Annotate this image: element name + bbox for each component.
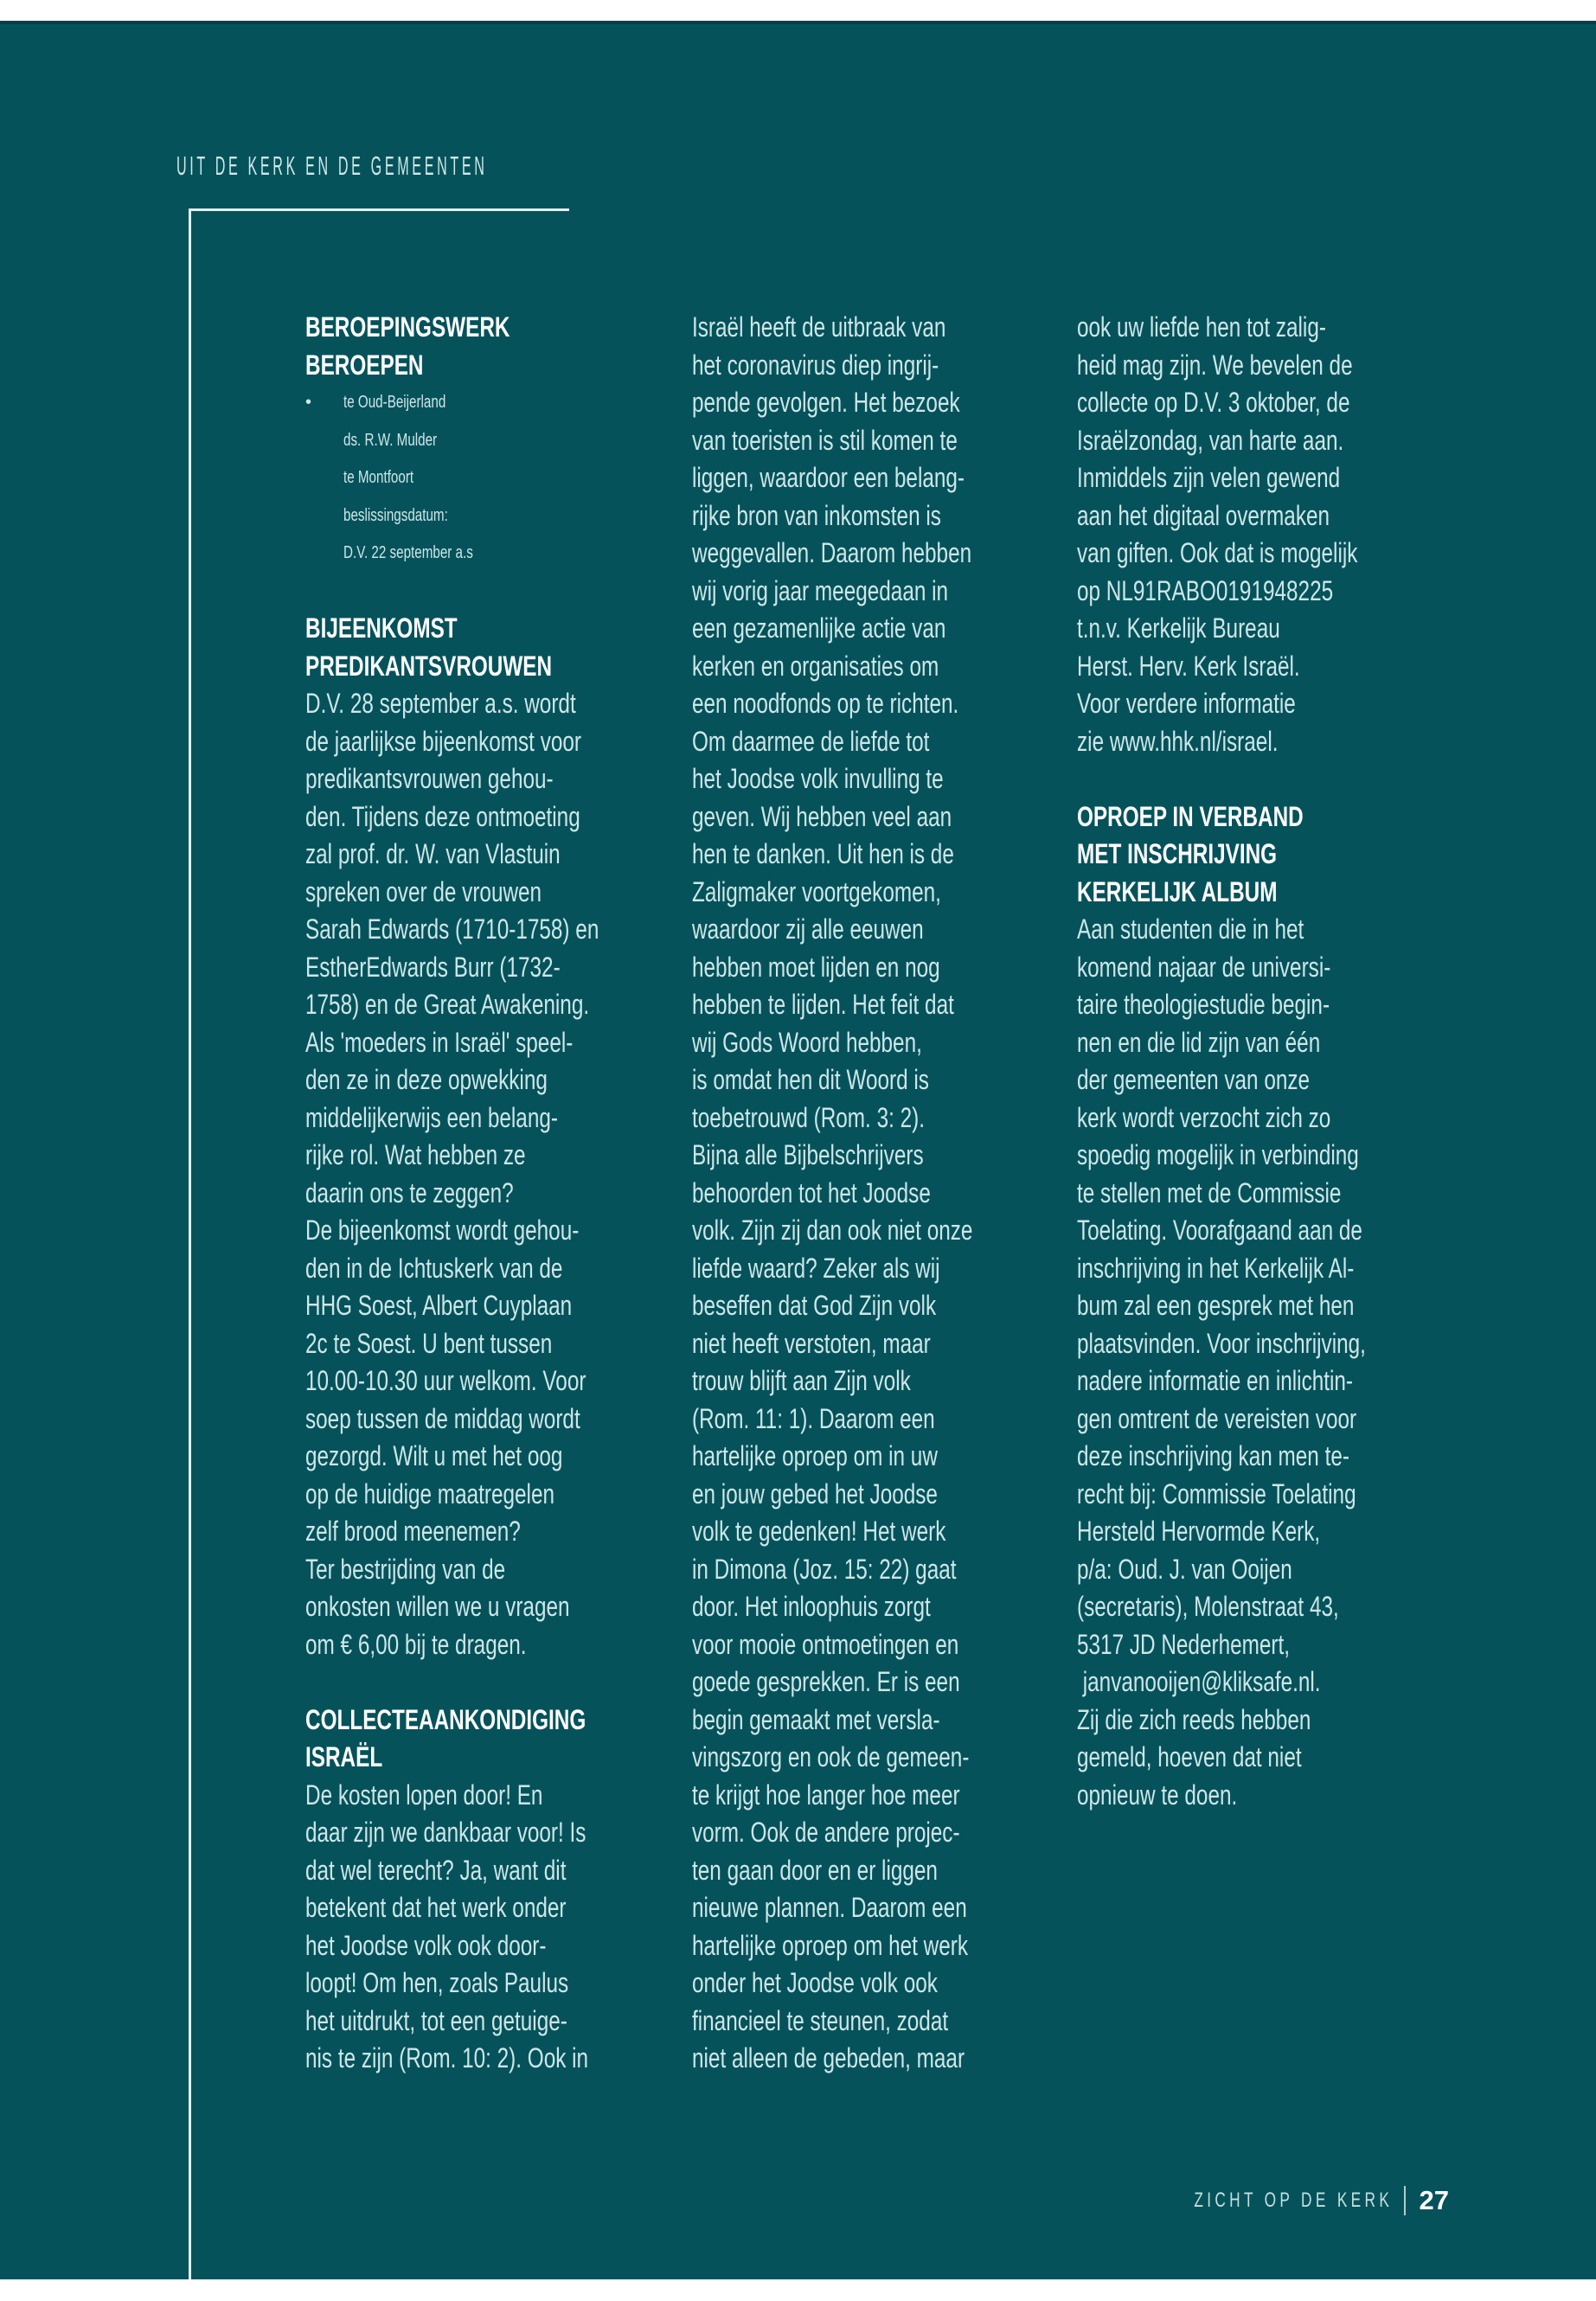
text-line: ten gaan door en er liggen: [692, 1854, 938, 1886]
frame-top-line: [189, 208, 569, 211]
text-line: (secretaris), Molenstraat 43,: [1077, 1591, 1339, 1622]
text-line: inschrijving in het Kerkelijk Al-: [1077, 1252, 1355, 1284]
text-line: van giften. Ook dat is mogelijk: [1077, 537, 1358, 568]
text-line: nieuwe plannen. Daarom een: [692, 1892, 967, 1923]
text-line: De bijeenkomst wordt gehou-: [305, 1215, 580, 1246]
text-line: waardoor zij alle eeuwen: [692, 913, 924, 945]
text-line: op de huidige maatregelen: [305, 1477, 555, 1509]
text-line: den in de Ichtuskerk van de: [305, 1252, 563, 1284]
text-line: D.V. 28 september a.s. wordt: [305, 688, 576, 719]
text-line: het Joodse volk invulling te: [692, 763, 944, 794]
text-line: wij vorig jaar meegedaan in: [692, 574, 949, 606]
footer-magazine-title: ZICHT OP DE KERK: [1194, 2189, 1394, 2212]
text-line: soep tussen de middag wordt: [305, 1402, 580, 1434]
text-line: EstherEdwards Burr (1732-: [305, 951, 561, 983]
text-line: gemeld, hoeven dat niet: [1077, 1741, 1302, 1772]
text-line: het coronavirus diep ingrij-: [692, 349, 939, 381]
text-line: taire theologiestudie begin-: [1077, 989, 1330, 1020]
text-line: vingszorg en ook de gemeen-: [692, 1741, 970, 1772]
text-line: nadere informatie en inlichtin-: [1077, 1365, 1354, 1396]
text-line: volk te gedenken! Het werk: [692, 1516, 946, 1547]
text-line: op NL91RABO0191948225: [1077, 574, 1334, 606]
text-line: COLLECTEAANKONDIGING: [305, 1703, 586, 1735]
paragraph: [1077, 309, 1449, 760]
text-line: liggen, waardoor een belang-: [692, 462, 965, 493]
text-line: spoedig mogelijk in verbinding: [1077, 1139, 1359, 1170]
text-line: beseffen dat God Zijn volk: [692, 1290, 937, 1321]
text-line: Als 'moeders in Israël' speel-: [305, 1026, 574, 1058]
text-line: aan het digitaal overmaken: [1077, 499, 1330, 531]
text-line: collecte op D.V. 3 oktober, de: [1077, 387, 1350, 418]
footer-page-number: 27: [1419, 2185, 1449, 2215]
text-line: der gemeenten van onze: [1077, 1064, 1311, 1095]
text-line: door. Het inloophuis zorgt: [692, 1591, 931, 1622]
text-line: spreken over de vrouwen: [305, 875, 542, 907]
text-line: Bijna alle Bijbelschrijvers: [692, 1139, 924, 1170]
text-line: ISRAËL: [305, 1741, 383, 1772]
text-line: ds. R.W. Mulder: [343, 430, 438, 450]
text-line: hebben te lijden. Het feit dat: [692, 989, 954, 1020]
text-line: hebben moet lijden en nog: [692, 951, 940, 983]
text-line: beslissingsdatum:: [343, 505, 448, 525]
text-line: Israël heeft de uitbraak van: [692, 311, 946, 343]
text-line: te Montfoort: [343, 468, 414, 487]
text-line: een noodfonds op te richten.: [692, 688, 959, 719]
text-line: te krijgt hoe langer hoe meer: [692, 1779, 960, 1811]
text-line: daarin ons te zeggen?: [305, 1176, 514, 1208]
bullet-item-text: [343, 384, 514, 573]
text-line: 2c te Soest. U bent tussen: [305, 1327, 553, 1359]
section-heading: [1077, 798, 1449, 912]
text-line: te Oud-Beijerland: [343, 393, 446, 412]
text-line: is omdat hen dit Woord is: [692, 1064, 929, 1095]
text-line: HHG Soest, Albert Cuyplaan: [305, 1290, 573, 1321]
text-line: volk. Zijn zij dan ook niet onze: [692, 1215, 973, 1246]
text-line: (Rom. 11: 1). Daarom een: [692, 1402, 935, 1434]
text-line: zie www.hhk.nl/israel.: [1077, 725, 1279, 757]
text-line: pende gevolgen. Het bezoek: [692, 387, 960, 418]
footer-divider: [1404, 2186, 1406, 2215]
paragraph: [305, 1777, 677, 2078]
text-line: Zaligmaker voortgekomen,: [692, 875, 941, 907]
text-line: onder het Joodse volk ook: [692, 1967, 938, 1998]
bullet-marker: •: [305, 393, 312, 412]
text-line: Herst. Herv. Kerk Israël.: [1077, 650, 1300, 682]
text-line: Inmiddels zijn velen gewend: [1077, 462, 1341, 493]
text-line: het uitdrukt, tot een getuige-: [305, 2004, 567, 2036]
text-line: Om daarmee de liefde tot: [692, 725, 930, 757]
text-column-3: [1077, 309, 1449, 1814]
page-footer: [1117, 2183, 1449, 2218]
text-line: middelijkerwijs een belang-: [305, 1101, 558, 1133]
text-line: recht bij: Commissie Toelating: [1077, 1477, 1356, 1509]
text-line: wij Gods Woord hebben,: [692, 1026, 922, 1058]
paragraph: [305, 685, 677, 1663]
text-line: nis te zijn (Rom. 10: 2). Ook in: [305, 2042, 589, 2073]
text-line: heid mag zijn. We bevelen de: [1077, 349, 1353, 381]
text-line: behoorden tot het Joodse: [692, 1176, 931, 1208]
text-line: Zij die zich reeds hebben: [1077, 1703, 1311, 1735]
text-line: Aan studenten die in het: [1077, 913, 1304, 945]
text-line: zelf brood meenemen?: [305, 1516, 521, 1547]
text-column-2: [692, 309, 1064, 2078]
text-line: komend najaar de universi-: [1077, 951, 1331, 983]
text-line: Ter bestrijding van de: [305, 1553, 506, 1585]
text-line: niet alleen de gebeden, maar: [692, 2042, 965, 2073]
section-heading: [305, 1702, 677, 1777]
text-line: voor mooie ontmoetingen en: [692, 1628, 959, 1660]
text-line: om € 6,00 bij te dragen.: [305, 1628, 527, 1660]
text-line: dat wel terecht? Ja, want dit: [305, 1854, 567, 1886]
bullet-list-item: [305, 384, 473, 573]
text-line: PREDIKANTSVROUWEN: [305, 650, 553, 682]
text-line: janvanooijen@kliksafe.nl.: [1077, 1666, 1321, 1697]
text-line: hartelijke oproep om in uw: [692, 1440, 938, 1471]
text-line: liefde waard? Zeker als wij: [692, 1252, 940, 1284]
text-line: een gezamenlijke actie van: [692, 612, 946, 644]
text-line: Israëlzondag, van harte aan.: [1077, 424, 1344, 456]
text-line: den. Tijdens deze ontmoeting: [305, 800, 580, 832]
text-line: 5317 JD Nederhemert,: [1077, 1628, 1291, 1660]
text-line: bum zal een gesprek met hen: [1077, 1290, 1355, 1321]
text-line: zal prof. dr. W. van Vlastuin: [305, 838, 561, 869]
paragraph: [1077, 911, 1449, 1814]
text-line: BIJEENKOMST: [305, 612, 458, 644]
text-line: in Dimona (Joz. 15: 22) gaat: [692, 1553, 957, 1585]
text-line: gen omtrent de vereisten voor: [1077, 1402, 1357, 1434]
section-heading: [305, 610, 677, 685]
text-line: hen te danken. Uit hen is de: [692, 838, 954, 869]
text-line: vorm. Ook de andere projec-: [692, 1817, 960, 1848]
text-line: loopt! Om hen, zoals Paulus: [305, 1967, 569, 1998]
text-line: gezorgd. Wilt u met het oog: [305, 1440, 563, 1471]
text-line: geven. Wij hebben veel aan: [692, 800, 952, 832]
text-line: weggevallen. Daarom hebben: [692, 537, 972, 568]
paragraph: [692, 309, 1064, 2078]
text-line: OPROEP IN VERBAND: [1077, 800, 1304, 832]
text-line: niet heeft verstoten, maar: [692, 1327, 931, 1359]
text-column-1: [305, 309, 677, 2078]
text-line: begin gemaakt met versla-: [692, 1703, 940, 1735]
section-kicker: UIT DE KERK EN DE GEMEENTEN: [176, 151, 488, 181]
text-line: 1758) en de Great Awakening.: [305, 989, 590, 1020]
text-line: KERKELIJK ALBUM: [1077, 875, 1278, 907]
paragraph: [305, 384, 473, 573]
text-line: te stellen met de Commissie: [1077, 1176, 1342, 1208]
text-line: den ze in deze opwekking: [305, 1064, 548, 1095]
text-line: van toeristen is stil komen te: [692, 424, 958, 456]
text-line: Sarah Edwards (1710-1758) en: [305, 913, 599, 945]
text-line: BEROEPINGSWERK: [305, 311, 510, 343]
text-line: MET INSCHRIJVING: [1077, 838, 1278, 869]
frame-left-line: [189, 208, 191, 2279]
text-line: plaatsvinden. Voor inschrijving,: [1077, 1327, 1366, 1359]
text-line: onkosten willen we u vragen: [305, 1591, 570, 1622]
text-line: trouw blijft aan Zijn volk: [692, 1365, 911, 1396]
text-line: rijke bron van inkomsten is: [692, 499, 941, 531]
text-line: predikantsvrouwen gehou-: [305, 763, 554, 794]
text-line: 10.00-10.30 uur welkom. Voor: [305, 1365, 586, 1396]
text-line: t.n.v. Kerkelijk Bureau: [1077, 612, 1280, 644]
text-line: Hersteld Hervormde Kerk,: [1077, 1516, 1321, 1547]
text-line: nen en die lid zijn van één: [1077, 1026, 1321, 1058]
text-line: toebetrouwd (Rom. 3: 2).: [692, 1101, 925, 1133]
text-line: rijke rol. Wat hebben ze: [305, 1139, 526, 1170]
text-line: Voor verdere informatie: [1077, 688, 1296, 719]
section-heading: [305, 309, 677, 384]
text-line: kerken en organisaties om: [692, 650, 939, 682]
text-line: D.V. 22 september a.s: [343, 543, 473, 562]
text-line: en jouw gebed het Joodse: [692, 1477, 938, 1509]
text-line: het Joodse volk ook door-: [305, 1929, 547, 1961]
text-line: hartelijke oproep om het werk: [692, 1929, 969, 1961]
text-line: BEROEPEN: [305, 349, 424, 381]
text-line: p/a: Oud. J. van Ooijen: [1077, 1553, 1292, 1585]
text-line: de jaarlijkse bijeenkomst voor: [305, 725, 582, 757]
text-line: daar zijn we dankbaar voor! Is: [305, 1817, 586, 1848]
text-line: financieel te steunen, zodat: [692, 2004, 949, 2036]
text-line: Toelating. Voorafgaand aan de: [1077, 1215, 1362, 1246]
text-line: ook uw liefde hen tot zalig-: [1077, 311, 1326, 343]
text-line: De kosten lopen door! En: [305, 1779, 543, 1811]
text-line: deze inschrijving kan men te-: [1077, 1440, 1349, 1471]
text-line: betekent dat het werk onder: [305, 1892, 567, 1923]
text-line: opnieuw te doen.: [1077, 1779, 1238, 1811]
text-line: kerk wordt verzocht zich zo: [1077, 1101, 1331, 1133]
text-line: goede gesprekken. Er is een: [692, 1666, 960, 1697]
